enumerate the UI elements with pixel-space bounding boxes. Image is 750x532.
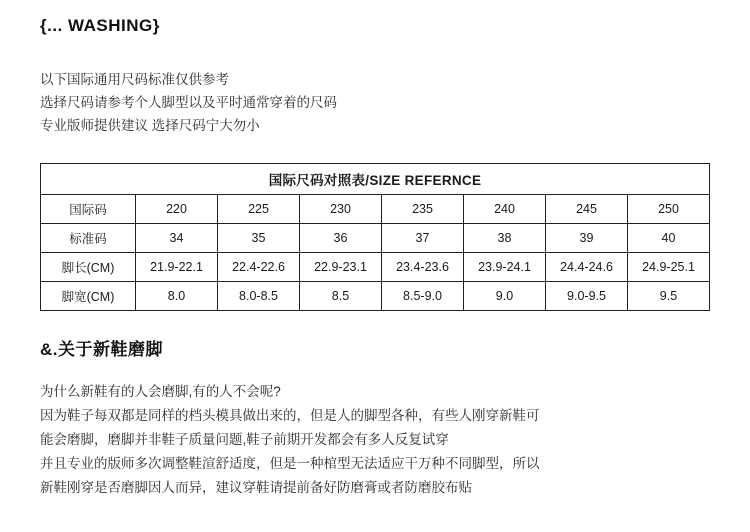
table-cell: 8.5 [300, 282, 382, 311]
row-label: 脚宽(CM) [41, 282, 136, 311]
table-cell: 225 [218, 195, 300, 224]
table-row [41, 282, 710, 311]
washing-intro-line: 选择尺码请参考个人脚型以及平时通常穿着的尺码 [40, 95, 337, 110]
new-shoes-body-text [40, 380, 540, 500]
table-caption-row [41, 164, 710, 195]
washing-intro-line: 以下国际通用尺码标准仅供参考 [40, 72, 229, 87]
table-cell: 34 [136, 224, 218, 253]
table-cell: 235 [382, 195, 464, 224]
table-cell: 9.0-9.5 [546, 282, 628, 311]
table-cell: 8.0-8.5 [218, 282, 300, 311]
body-line: 能会磨脚，磨脚并非鞋子质量问题,鞋子前期开发都会有多人反复试穿 [40, 432, 449, 447]
table-cell: 36 [300, 224, 382, 253]
row-label: 标准码 [41, 224, 136, 253]
washing-intro-line: 专业版师提供建议 选择尺码宁大勿小 [40, 118, 260, 133]
table-cell: 240 [464, 195, 546, 224]
page-title-washing: {... WASHING} [40, 16, 160, 35]
body-line: 因为鞋子每双都是同样的档头模具做出来的，但是人的脚型各种，有些人刚穿新鞋可 [40, 408, 540, 423]
row-label: 脚长(CM) [41, 253, 136, 282]
table-cell: 230 [300, 195, 382, 224]
table-cell: 35 [218, 224, 300, 253]
washing-intro-text [40, 68, 337, 137]
body-line: 为什么新鞋有的人会磨脚,有的人不会呢? [40, 384, 281, 399]
table-cell: 245 [546, 195, 628, 224]
table-cell: 220 [136, 195, 218, 224]
table-cell: 40 [628, 224, 710, 253]
size-table-caption: 国际尺码对照表/SIZE REFERNCE [41, 164, 710, 195]
section-title-new-shoes: &.关于新鞋磨脚 [40, 340, 163, 359]
table-cell: 21.9-22.1 [136, 253, 218, 282]
body-line: 并且专业的版师多次调整鞋渲舒适度，但是一种棺型无法适应干万种不同脚型，所以 [40, 456, 540, 471]
table-cell: 39 [546, 224, 628, 253]
table-cell: 8.5-9.0 [382, 282, 464, 311]
table-cell: 38 [464, 224, 546, 253]
table-row [41, 195, 710, 224]
row-label: 国际码 [41, 195, 136, 224]
table-cell: 23.9-24.1 [464, 253, 546, 282]
body-line: 新鞋刚穿是否磨脚因人而异，建议穿鞋请提前备好防磨膏或者防磨胶布贴 [40, 480, 472, 495]
table-row [41, 253, 710, 282]
table-cell: 8.0 [136, 282, 218, 311]
table-cell: 22.4-22.6 [218, 253, 300, 282]
table-cell: 37 [382, 224, 464, 253]
table-cell: 22.9-23.1 [300, 253, 382, 282]
table-cell: 250 [628, 195, 710, 224]
table-cell: 9.0 [464, 282, 546, 311]
table-cell: 24.4-24.6 [546, 253, 628, 282]
table-cell: 23.4-23.6 [382, 253, 464, 282]
table-cell: 24.9-25.1 [628, 253, 710, 282]
table-cell: 9.5 [628, 282, 710, 311]
table-row [41, 224, 710, 253]
size-reference-table [40, 163, 710, 311]
